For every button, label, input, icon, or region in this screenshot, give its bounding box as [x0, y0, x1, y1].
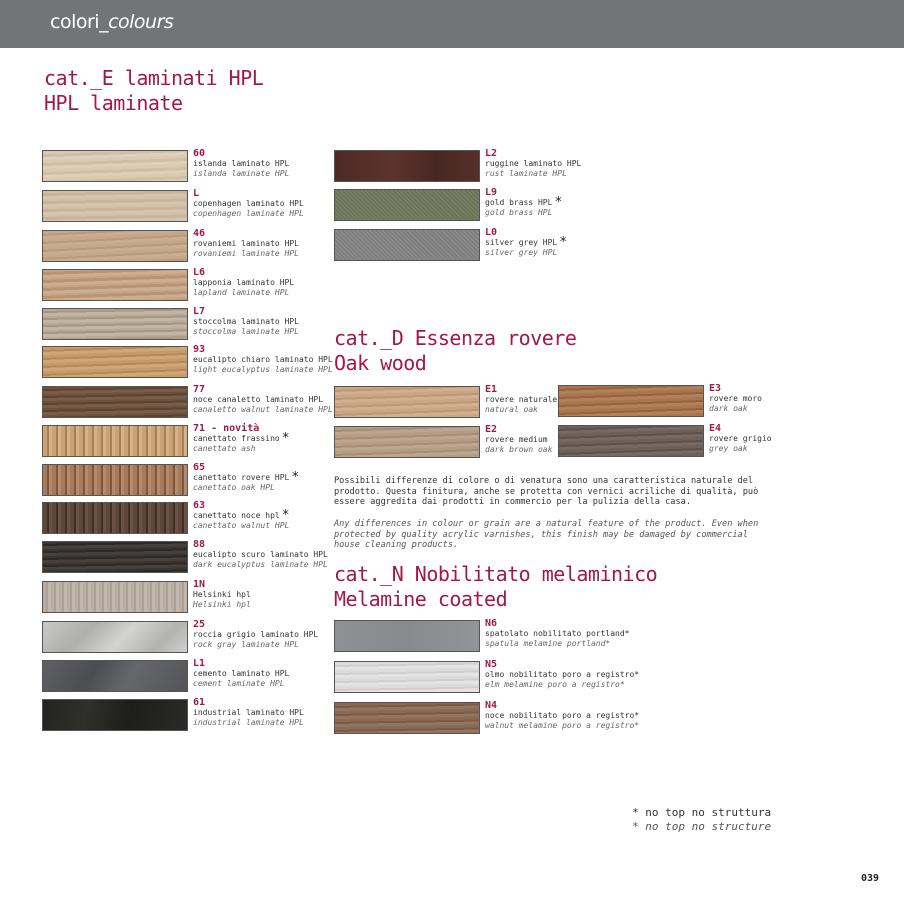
finish-code: [485, 659, 639, 670]
finish-code: [485, 618, 630, 629]
finish-code: [485, 424, 552, 435]
swatch-label: [193, 619, 318, 650]
asterisk-mark: *: [281, 508, 290, 523]
title-en: colours: [108, 11, 174, 33]
finish-name-it: [193, 669, 289, 679]
finish-name-en: canettato walnut HPL: [193, 521, 290, 530]
finish-name-it-text: Helsinki hpl: [193, 590, 251, 599]
finish-name-en: canettato oak HPL: [193, 483, 275, 492]
finish-code: [193, 344, 333, 355]
finish-code-text: 77: [193, 384, 206, 395]
finish-name-it-text: rovere naturale: [485, 395, 558, 404]
finish-name-it-text: lapponia laminato HPL: [193, 278, 295, 287]
finish-code: [193, 697, 304, 708]
finish-code: [485, 384, 557, 395]
swatch-label: [709, 423, 772, 454]
swatch-label: [709, 383, 762, 414]
finish-name-en: copenhagen laminate HPL: [193, 209, 304, 218]
finish-name-it-text: rovere grigio: [709, 434, 772, 443]
asterisk-mark: *: [554, 195, 563, 210]
swatch-label: [485, 227, 567, 258]
finish-code-text: 71: [193, 423, 206, 434]
finish-name-en: dark eucalyptus laminate HPL: [193, 560, 328, 569]
color-swatch: [42, 541, 188, 573]
finish-name-en: lapland laminate HPL: [193, 288, 290, 297]
finish-name-it-text: eucalipto scuro laminato HPL: [193, 550, 328, 559]
finish-code: [193, 188, 304, 199]
finish-name-en: canettato ash: [193, 444, 256, 453]
finish-name-en: walnut melamine poro a registro*: [485, 721, 640, 730]
finish-name-en: stoccolma laminate HPL: [193, 327, 299, 336]
color-swatch: [334, 150, 480, 182]
swatch-label: [485, 187, 562, 218]
finish-name-it-text: silver grey HPL: [485, 238, 558, 247]
finish-code: [193, 267, 294, 278]
finish-code-text: L1: [193, 658, 206, 669]
color-swatch: [42, 269, 188, 301]
finish-name-it-text: noce nobilitato poro a registro*: [485, 711, 640, 720]
finish-name-en: rovaniemi laminate HPL: [193, 249, 299, 258]
finish-name-it: [485, 629, 630, 639]
finish-name-it-text: canettato noce hpl: [193, 511, 280, 520]
swatch-label: [193, 462, 299, 493]
color-swatch: [42, 386, 188, 418]
finish-code-text: 63: [193, 500, 206, 511]
color-swatch: [334, 386, 480, 418]
finish-code: [193, 423, 290, 434]
finish-code-text: L0: [485, 227, 498, 238]
finish-code-text: E2: [485, 424, 498, 435]
finish-name-it: [709, 434, 772, 444]
color-swatch: [42, 699, 188, 731]
finish-name-it: [193, 550, 328, 560]
finish-code: [193, 462, 299, 473]
finish-name-it-text: gold brass HPL: [485, 198, 553, 207]
finish-code-text: 46: [193, 228, 206, 239]
finish-code-text: E3: [709, 383, 722, 394]
finish-code: [193, 228, 299, 239]
finish-code-text: N4: [485, 700, 498, 711]
swatch-label: [193, 500, 290, 531]
finish-code: [193, 658, 289, 669]
asterisk-mark: *: [281, 431, 290, 446]
finish-name-it: [193, 708, 304, 718]
finish-code: [193, 539, 328, 550]
color-swatch: [558, 385, 704, 417]
finish-name-it-text: islanda laminato HPL: [193, 159, 290, 168]
finish-name-it: [485, 670, 639, 680]
color-swatch: [42, 581, 188, 613]
finish-code-text: E1: [485, 384, 498, 395]
swatch-label: [193, 697, 304, 728]
color-swatch: [42, 425, 188, 457]
new-badge: - novità: [205, 423, 260, 434]
finish-name-en: dark oak: [709, 404, 748, 413]
finish-name-it: [485, 159, 581, 169]
finish-name-it-text: industrial laminato HPL: [193, 708, 304, 717]
finish-name-it-text: canettato frassino: [193, 434, 280, 443]
finish-name-it: [709, 394, 762, 404]
finish-code: [193, 579, 251, 590]
color-swatch: [42, 621, 188, 653]
finish-name-it-text: spatolato nobilitato portland*: [485, 629, 630, 638]
swatch-label: [193, 306, 299, 337]
asterisk-mark: *: [559, 235, 568, 250]
finish-name-it: [193, 278, 294, 288]
finish-name-en: industrial laminate HPL: [193, 718, 304, 727]
finish-name-en: dark brown oak: [485, 445, 553, 454]
finish-name-it-text: rovere moro: [709, 394, 762, 403]
finish-name-it-text: noce canaletto laminato HPL: [193, 395, 324, 404]
finish-code: [709, 423, 772, 434]
finish-name-it: [485, 435, 552, 445]
finish-code: [193, 306, 299, 317]
finish-name-en: silver grey HPL: [485, 248, 558, 257]
finish-name-it-text: rovaniemi laminato HPL: [193, 239, 299, 248]
color-swatch: [334, 702, 480, 734]
cat-d-heading: [334, 326, 576, 376]
color-swatch: [558, 425, 704, 457]
finish-code-text: 93: [193, 344, 206, 355]
finish-code: [709, 383, 762, 394]
finish-code: [485, 700, 639, 711]
finish-code-text: E4: [709, 423, 722, 434]
finish-code-text: 1N: [193, 579, 206, 590]
finish-name-en: canaletto walnut laminate HPL: [193, 405, 333, 414]
title-it: colori: [50, 11, 100, 33]
swatch-label: [193, 539, 328, 570]
swatch-label: [485, 424, 552, 455]
finish-name-it: [193, 239, 299, 249]
color-swatch: [334, 229, 480, 261]
cat-e-title-en: HPL laminate: [44, 91, 183, 115]
finish-name-en: spatula melamine portland*: [485, 639, 611, 648]
color-swatch: [42, 150, 188, 182]
finish-code-text: L2: [485, 148, 498, 159]
cat-d-title-en: Oak wood: [334, 351, 427, 375]
cat-e-heading: [44, 66, 263, 116]
finish-name-it-text: roccia grigio laminato HPL: [193, 630, 319, 639]
asterisk-mark: *: [291, 470, 300, 485]
finish-name-it: [485, 195, 563, 210]
color-swatch: [42, 660, 188, 692]
finish-name-it-text: olmo nobilitato poro a registro*: [485, 670, 640, 679]
color-swatch: [42, 308, 188, 340]
finish-name-en: elm melamine poro a registro*: [485, 680, 625, 689]
page-title: [50, 11, 173, 33]
color-swatch: [42, 346, 188, 378]
finish-name-it: [485, 235, 568, 250]
finish-name-it: [193, 159, 289, 169]
swatch-label: [193, 188, 304, 219]
color-swatch: [334, 189, 480, 221]
finish-name-it: [193, 431, 290, 446]
swatch-label: [485, 148, 581, 179]
finish-name-it: [193, 199, 304, 209]
finish-name-it: [485, 711, 639, 721]
finish-code: [485, 227, 567, 238]
finish-code-text: L: [193, 188, 200, 199]
finish-name-it: [193, 590, 251, 600]
swatch-label: [485, 618, 630, 649]
swatch-label: [193, 344, 333, 375]
finish-name-en: islanda laminate HPL: [193, 169, 290, 178]
finish-name-en: light eucalyptus laminate HPL: [193, 365, 333, 374]
finish-name-it-text: stoccolma laminato HPL: [193, 317, 299, 326]
finish-name-it: [193, 395, 333, 405]
finish-name-en: rock gray laminate HPL: [193, 640, 299, 649]
header-bar: [0, 0, 904, 48]
color-swatch: [334, 426, 480, 458]
finish-code: [485, 187, 562, 198]
swatch-label: [193, 579, 251, 610]
color-swatch: [334, 661, 480, 693]
finish-code-text: N6: [485, 618, 498, 629]
finish-code-text: L9: [485, 187, 498, 198]
finish-code-text: N5: [485, 659, 498, 670]
finish-name-it-text: canettato rovere HPL: [193, 473, 290, 482]
cat-n-heading: [334, 562, 657, 612]
cat-e-title-it: cat._E laminati HPL: [44, 66, 264, 90]
color-swatch: [334, 620, 480, 652]
finish-name-it-text: copenhagen laminato HPL: [193, 199, 304, 208]
finish-name-en: Helsinki hpl: [193, 600, 251, 609]
finish-name-it: [193, 508, 290, 523]
swatch-label: [485, 384, 557, 415]
finish-name-it-text: ruggine laminato HPL: [485, 159, 582, 168]
color-swatch: [42, 464, 188, 496]
color-swatch: [42, 190, 188, 222]
cat-d-title-it: cat._D Essenza rovere: [334, 326, 577, 350]
finish-code: [193, 500, 290, 511]
finish-name-it: [485, 395, 557, 405]
swatch-label: [193, 148, 289, 179]
finish-name-en: gold brass HPL: [485, 208, 553, 217]
finish-name-en: grey oak: [709, 444, 748, 453]
page-number: 039: [861, 873, 880, 884]
disclaimer-en: Any differences in colour or grain are a natural feature of the product. Even when protected by quality acrylic varnishes, this finish may be damaged by commercial house cleaning products.: [334, 519, 759, 551]
finish-name-en: natural oak: [485, 405, 538, 414]
finish-name-it-text: rovere medium: [485, 435, 548, 444]
finish-code-text: 88: [193, 539, 206, 550]
finish-name-it: [193, 630, 318, 640]
title-sep: _: [99, 11, 109, 33]
finish-code: [193, 148, 289, 159]
swatch-label: [193, 228, 299, 259]
finish-code: [193, 619, 318, 630]
finish-name-it: [193, 317, 299, 327]
finish-name-en: cement laminate HPL: [193, 679, 285, 688]
cat-n-title-it: cat._N Nobilitato melaminico: [334, 562, 658, 586]
finish-code-text: L7: [193, 306, 206, 317]
finish-code-text: L6: [193, 267, 206, 278]
finish-code: [193, 384, 333, 395]
finish-code-text: 61: [193, 697, 206, 708]
finish-code-text: 25: [193, 619, 206, 630]
color-swatch: [42, 230, 188, 262]
cat-n-title-en: Melamine coated: [334, 587, 508, 611]
swatch-label: [485, 700, 639, 731]
footnote-en: * no top no structure: [632, 820, 772, 833]
footnote-it: * no top no struttura: [632, 806, 772, 819]
swatch-label: [193, 423, 290, 454]
swatch-label: [193, 384, 333, 415]
finish-name-it: [193, 470, 300, 485]
disclaimer-it: Possibili differenze di colore o di venatura sono una caratteristica naturale del prodotto. Questa finitura, anche se protetta con vernici acriliche di qualità, può essere aggredita dai prodotti in commercio per la pulizia della casa.: [334, 476, 759, 508]
finish-name-it-text: cemento laminato HPL: [193, 669, 290, 678]
swatch-label: [193, 267, 294, 298]
finish-code-text: 60: [193, 148, 206, 159]
swatch-label: [193, 658, 289, 689]
color-swatch: [42, 502, 188, 534]
finish-name-it: [193, 355, 333, 365]
swatch-label: [485, 659, 639, 690]
finish-code-text: 65: [193, 462, 206, 473]
finish-name-en: rust laminate HPL: [485, 169, 567, 178]
finish-code: [485, 148, 581, 159]
finish-name-it-text: eucalipto chiaro laminato HPL: [193, 355, 333, 364]
